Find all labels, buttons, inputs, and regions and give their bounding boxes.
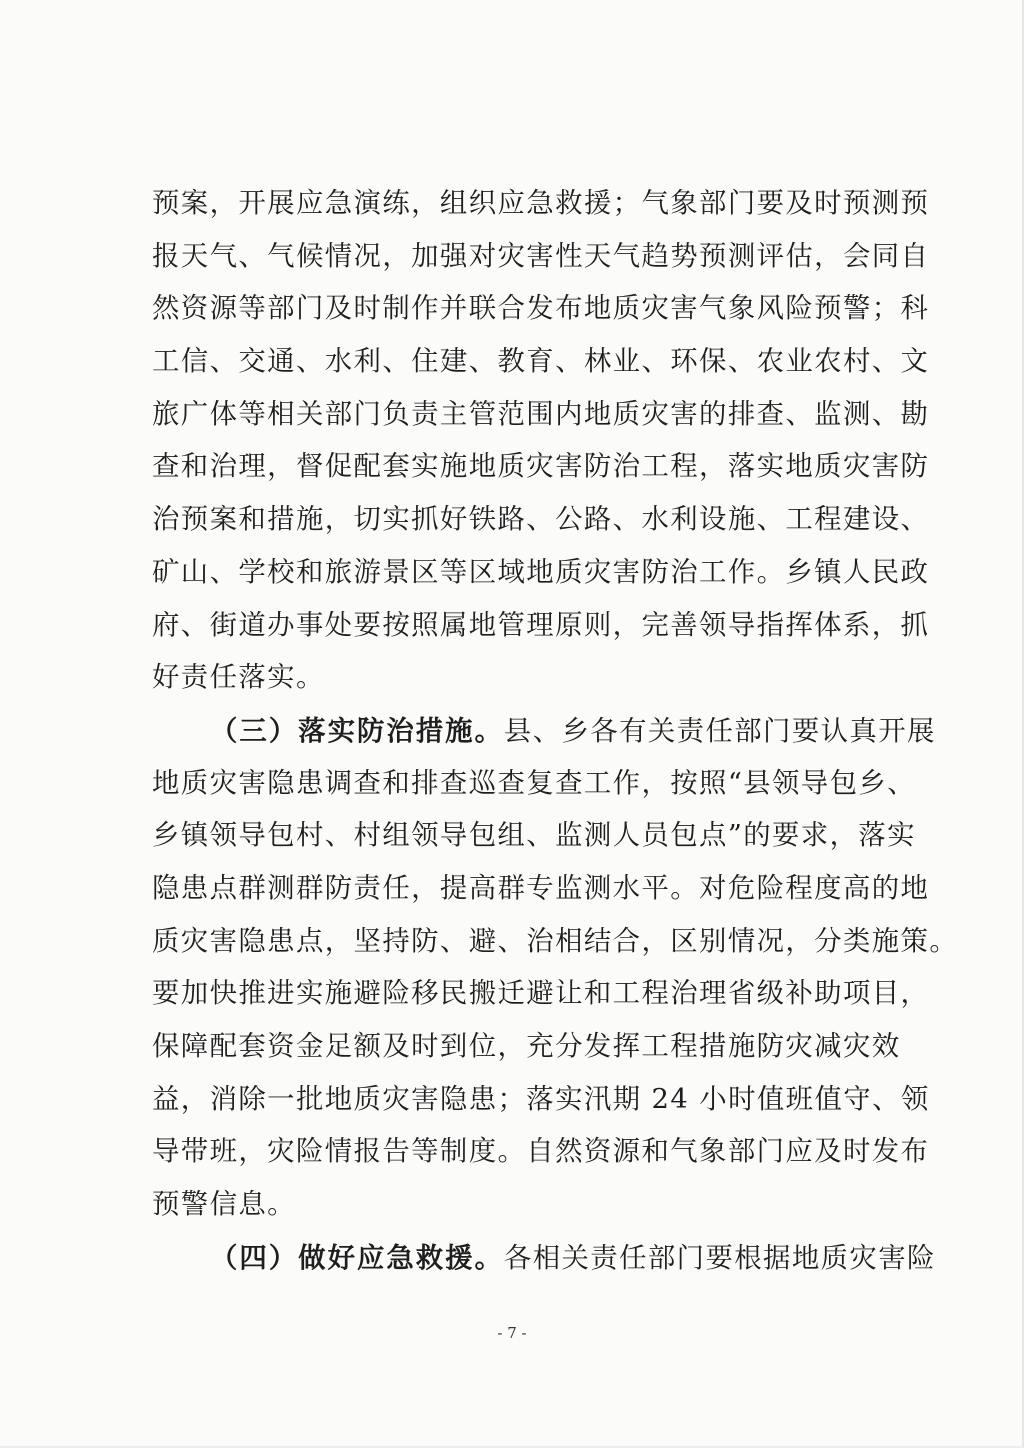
section-3-first-line-text: 县、乡各有关责任部门要认真开展 [503,715,936,747]
section-4-first-line-text: 各相关责任部门要根据地质灾害险 [503,1242,936,1274]
text-line: 治预案和措施，切实抓好铁路、公路、水利设施、工程建设、 [152,504,930,536]
text-line: 隐患点群测群防责任，提高群专监测水平。对危险程度高的地 [152,872,930,904]
text-line: 要加快推进实施避险移民搬迁避让和工程治理省级补助项目， [152,978,930,1010]
text-line: 好责任落实。 [152,662,325,694]
text-line: 府、街道办事处要按照属地管理原则，完善领导指挥体系，抓 [152,609,930,641]
text-line: 然资源等部门及时制作并联合发布地质灾害气象风险预警；科 [152,293,930,325]
text-line: 旅广体等相关部门负责主管范围内地质灾害的排查、监测、勘 [152,398,930,430]
text-line: 查和治理，督促配套实施地质灾害防治工程，落实地质灾害防 [152,451,930,483]
text-line: 保障配套资金足额及时到位，充分发挥工程措施防灾减灾效 [152,1031,901,1062]
section-4-heading: （四）做好应急救援。 [210,1241,504,1274]
page-number: - 7 - [497,1324,527,1342]
text-line: 预案，开展应急演练，组织应急救援；气象部门要及时预测预 [152,188,930,219]
text-line: 质灾害隐患点，坚持防、避、治相结合，区别情况，分类施策。 [152,925,959,957]
section-3-first-line [152,705,936,758]
document-body [152,178,959,1284]
section-3-heading: （三）落实防治措施。 [210,714,504,747]
text-line: 导带班，灾险情报告等制度。自然资源和气象部门应及时发布 [152,1136,930,1168]
text-line: 预警信息。 [152,1189,296,1221]
text-line: 地质灾害隐患调查和排查巡查复查工作，按照“县领导包乡、 [152,767,916,799]
text-line: 工信、交通、水利、住建、教育、林业、环保、农业农村、文 [152,346,930,378]
text-line: 乡镇领导包村、村组领导包组、监测人员包点”的要求，落实 [152,820,916,852]
text-line: 矿山、学校和旅游景区等区域地质灾害防治工作。乡镇人民政 [152,556,930,588]
section-4-first-line [152,1232,936,1285]
text-line: 益，消除一批地质灾害隐患；落实汛期 24 小时值班值守、领 [152,1083,930,1115]
text-line: 报天气、气候情况，加强对灾害性天气趋势预测评估，会同自 [152,240,930,272]
